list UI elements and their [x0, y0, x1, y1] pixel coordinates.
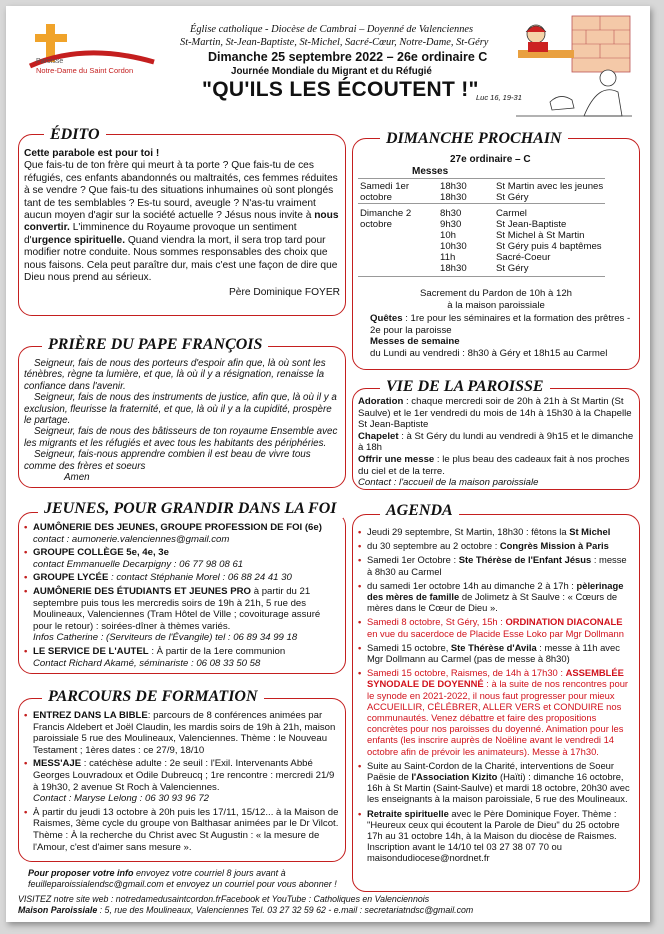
vie-title: VIE DE LA PAROISSE	[380, 378, 550, 396]
dimanche-subtitle: 27e ordinaire – C	[450, 154, 531, 165]
chapelet-item	[358, 431, 634, 454]
formation-item-head: MESS'AJE	[33, 758, 82, 770]
footer-site[interactable]: VISITEZ notre site web : notredamedusaintcordon.frFacebook et YouTube : Catholiques en Valenciennois	[18, 894, 430, 904]
formation-item	[24, 807, 340, 853]
parish-logo	[24, 22, 164, 92]
edito-body-bold-1: nous convertir.	[24, 210, 339, 234]
edito-title: ÉDITO	[44, 126, 106, 144]
agenda-item-rest: en vue du sacerdoce de Placide Esse Loko par Mgr Dollmann	[367, 627, 624, 639]
jeunes-item	[24, 586, 340, 644]
mass-schedule	[358, 178, 634, 277]
offrir-label: Offrir une messe	[358, 453, 435, 465]
agenda-item	[358, 642, 634, 664]
agenda-item-rest: de Jolimetz à St Saulve : « Cœurs de mères dans le Cœur de Dieu ».	[367, 591, 618, 614]
mass-table	[358, 178, 605, 277]
agenda-item-text: Samedi 1er Octobre :	[367, 554, 459, 566]
jeunes-item-contact: contact : aumonerie.valenciennes@gmail.com	[33, 533, 230, 545]
jeunes-item-head: LE SERVICE DE L'AUTEL	[33, 645, 149, 657]
agenda-item-rest: : messe à 11h avec Mgr Dollmann au Carmel (pas de messe à 8h30)	[367, 641, 620, 665]
agenda-item	[358, 540, 634, 551]
edito-lead: Cette parabole est pour toi !	[24, 148, 160, 159]
mass-times: 18h30 18h30	[440, 181, 467, 203]
chapelet-text: : à St Géry du lundi au vendredi à 9h15 et le dimanche à 18h	[358, 430, 634, 454]
formation-item-contact: Contact : Maryse Lelong : 06 30 93 96 72	[33, 793, 209, 805]
parish-name: Notre-Dame du Saint Cordon	[36, 66, 134, 75]
mass-places: Carmel St Jean-Baptiste St Michel à St Martin St Géry puis 4 baptêmes Sacré-Coeur St Géry	[496, 208, 602, 274]
formation-item-head: ENTREZ DANS LA BIBLE	[33, 710, 148, 721]
semaine-label: Messes de semaine	[370, 336, 460, 348]
agenda-item-bold: Ste Thérèse d'Avila	[450, 641, 537, 653]
chapelet-label: Chapelet	[358, 430, 399, 442]
footer-info-text: envoyez votre courriel 8 jours avant à feuilleparoissialendsc@gmail.com et envoyez un courriel pour vous abonner !	[28, 868, 337, 889]
jeunes-item	[24, 646, 340, 669]
agenda-item-text: du 30 septembre au 2 octobre :	[367, 540, 500, 552]
priere-p2: Seigneur, fais de nous des instruments de justice, afin que, là où il y a exclusion, fleurisse la fraternité, et que, là où il y a la cupidité, prospère le partage.	[24, 392, 337, 427]
agenda-list	[358, 526, 634, 867]
semaine-text: du Lundi au vendredi : 8h30 à Géry et 18h15 au Carmel	[370, 347, 608, 359]
priere-text	[24, 358, 340, 483]
formation-item-text: À partir du jeudi 13 octobre à 20h puis les 17/11, 15/12... à la Maison de Raismes, 3ème cycle du groupe von Balthasar animées par le Dr Vilcot. Thème : À la recherche du Christ avec St Augustin : « la mesure de l'Amour, c'est d'aimer sans mesure ».	[33, 806, 339, 853]
footer-info	[28, 868, 344, 890]
journee-line: Journée Mondiale du Migrant et du Réfugié	[231, 66, 432, 77]
agenda-item-rest: : messe à 8h30 au Carmel	[367, 554, 627, 577]
footer-maison	[18, 905, 638, 917]
jeunes-item-text: : contact Stéphanie Morel : 06 88 24 41 30	[108, 572, 292, 584]
mass-day: Dimanche 2 octobre	[360, 208, 412, 230]
formation-item-text: : parcours de 8 conférences animées par Francis Aldebert et Joël Claudin, les mardis soirs de 19h à 21h, maison paroissiale 5 rue des Moulineaux, Valenciennes. Thème : le Nouveau Testament ; 1ères dates : ce 27/9, 18/10	[33, 710, 336, 756]
agenda-item	[358, 554, 634, 576]
adoration-text: : chaque mercredi soir de 20h à 21h à St Martin (St Saulve) et le 1er vendredi du mois de 14h à 15h30 à la Chapelle St Jean-Baptiste	[358, 396, 632, 431]
parish-small-label: Paroisse	[36, 58, 64, 65]
agenda-item-bold: pèlerinage des mères de famille	[367, 579, 624, 603]
offrir-text: : le plus beau des cadeaux fait à nos proches du ciel et de la terre.	[358, 453, 630, 477]
agenda-item-bold: ORDINATION DIACONALE	[505, 616, 623, 628]
agenda-item	[358, 580, 634, 614]
jeunes-item	[24, 572, 340, 584]
agenda-item	[358, 808, 634, 864]
quetes-block	[370, 313, 632, 359]
church-line: Église catholique - Diocèse de Cambrai – Doyenné de Valenciennes	[190, 24, 474, 35]
edito-body-1: Que fais-tu de ton frère qui meurt à ta porte ? Que fais-tu de ces réfugiés, ces enfants abandonnés ou maltraités, ces femmes réduites à se vendre ? Que fais-tu des situations inhumaines où sont plongés tant de tes semblables ? Es-tu sourd, aveugle ? N'as-tu vraiment aucun moyen d'agir sur la société actuelle ? Jésus nous invite à	[24, 160, 338, 222]
formation-item	[24, 710, 340, 756]
jeunes-item-text: : À partir de la 1ere communion	[148, 645, 286, 657]
adoration-label: Adoration	[358, 396, 404, 407]
agenda-title: AGENDA	[380, 502, 459, 520]
agenda-item-rest: (Haïti) : dimanche 16 octobre, 16h à St Martin (Saint-Saulve) et mardi 18 octobre, 20h30 avec les enseignants à la maison paroissiale, 5 rue des Moulineaux.	[367, 771, 630, 805]
agenda-item-rest: : à la suite de nos rencontres pour le synode en 2021-2022, il nous faut progresser pour mieux ACCUEILLIR, CÉLÉBRER, ALLER VERS et CONDUIRE nos communautés. Venez débattre et faire des propositions concrètes pour nos paroisses du doyenné. Animation pour les enfants (les inscrire auprès de Noëline avant le vendredi 14 octobre afin de prévoir les animateurs). Messe à 17h30.	[367, 678, 629, 757]
edito-body-2: L'imminence du Royaume provoque un sentiment d'	[24, 222, 297, 246]
agenda-item-bold: ASSEMBLÉE SYNODALE DE DOYENNÉ	[367, 667, 624, 690]
agenda-item-bold: Retraite spirituelle	[367, 807, 449, 819]
mass-row-samedi	[358, 179, 605, 204]
jeunes-item-contact: Infos Catherine : (Serviteurs de l'Évangile) tel : 06 89 34 99 18	[33, 632, 298, 644]
jeunes-item	[24, 522, 340, 545]
edito-signature: Père Dominique FOYER	[229, 287, 340, 299]
date-line: Dimanche 25 septembre 2022 – 26e ordinaire C	[208, 50, 488, 64]
jeunes-item	[24, 547, 340, 570]
agenda-item-bold: Ste Thérèse de l'Enfant Jésus	[458, 554, 592, 566]
quetes-text: : 1re pour les séminaires et la formation des prêtres - 2e pour la paroisse	[370, 313, 631, 336]
main-title: "QU'ILS LES ÉCOUTENT !"	[202, 78, 479, 101]
adoration-item	[358, 396, 634, 431]
formation-list	[24, 710, 340, 855]
jeunes-item-head: GROUPE COLLÈGE 5e, 4e, 3e	[33, 547, 169, 559]
agenda-item-bold: Congrès Mission à Paris	[499, 540, 609, 552]
agenda-item	[358, 667, 634, 757]
sacrement-lieu: à la maison paroissiale	[447, 299, 545, 311]
agenda-item-text: Samedi 8 octobre, St Géry, 15h :	[367, 616, 506, 628]
agenda-item	[358, 526, 634, 537]
bulletin-page	[6, 6, 650, 922]
jeunes-item-head: GROUPE LYCÉE	[33, 572, 109, 584]
footer-info-label: Pour proposer votre info	[28, 868, 134, 878]
agenda-item	[358, 616, 634, 638]
agenda-item-text: Samedi 15 octobre,	[367, 641, 451, 653]
messes-label: Messes	[412, 166, 449, 177]
vie-text	[358, 396, 634, 489]
formation-item-text: : catéchèse adulte : 2e seuil : l'Exil. Intervenants Abbé Georges Louvradoux et Odile Dubreucq ; 1re rencontre : mercredi 21/9 à 19h30, 2 avenue St Roch à Valenciennes.	[33, 758, 335, 793]
dimanche-title: DIMANCHE PROCHAIN	[380, 130, 568, 148]
agenda-item-text: Samedi 15 octobre, Raismes, de 14h à 17h30 :	[367, 667, 566, 679]
mass-row-dimanche	[358, 204, 605, 277]
mass-times: 8h30 9h30 10h 10h30 11h 18h30	[440, 208, 467, 274]
jeunes-item-head: AUMÔNERIE DES JEUNES, GROUPE PROFESSION DE FOI (6e)	[33, 522, 322, 533]
quetes-label: Quêtes	[370, 313, 403, 324]
offrir-item	[358, 454, 634, 477]
mass-day: Samedi 1er octobre	[360, 181, 410, 203]
priere-p3: Seigneur, fais de nous des bâtisseurs de ton royaume Ensemble avec les migrants et les réfugiés et avec tous les habitants des périphéries.	[24, 426, 338, 449]
footer-maison-text: : 5, rue des Moulineaux, Valenciennes Tel. 03 27 32 59 62 - e.mail : secretariatndsc@gmail.com	[97, 905, 474, 915]
scripture-reference: Luc 16, 19-31	[476, 93, 522, 102]
vie-contact: Contact : l'accueil de la maison paroissiale	[358, 477, 539, 489]
edito-body-3: Quand viendra la mort, il sera trop tard pour modifier notre conduite. Nous sommes responsables des choix que nous faisons. Cela peut paraître dur, mais c'est une façon de dire que Dieu nous prend au sérieux.	[24, 234, 338, 284]
formation-item	[24, 758, 340, 804]
sacrement-line: Sacrement du Pardon de 10h à 12h	[419, 288, 572, 299]
jeunes-item-contact: contact Emmanuelle Decarpigny : 06 77 98 08 61	[33, 558, 244, 570]
priere-p4: Seigneur, fais-nous apprendre combien il est beau de vivre tous comme des frères et soeurs	[24, 449, 311, 472]
edito-body-bold-2: urgence spirituelle.	[31, 234, 126, 246]
agenda-item	[358, 760, 634, 805]
jeunes-list	[24, 522, 340, 671]
jeunes-title: JEUNES, POUR GRANDIR DANS LA FOI	[38, 500, 343, 518]
jeunes-item-head: AUMÔNERIE DES ÉTUDIANTS ET JEUNES PRO	[33, 585, 252, 597]
footer-maison-label: Maison Paroissiale	[18, 905, 98, 915]
edito-text	[24, 148, 342, 300]
agenda-item-bold: St Michel	[569, 526, 611, 537]
priere-p1: Seigneur, fais de nous des porteurs d'espoir afin que, là où sont les ténèbres, règne ta lumière, et que, là où il y a résignation, renaisse la confiance dans l'avenir.	[24, 358, 326, 392]
agenda-item-text: Suite au Saint-Cordon de la Charité, interventions de Soeur Paësie de	[367, 759, 615, 783]
churches-line: St-Martin, St-Jean-Baptiste, St-Michel, Sacré-Cœur, Notre-Dame, St-Géry	[180, 37, 489, 48]
priere-amen: Amen	[64, 472, 90, 484]
lazarus-illustration	[514, 12, 634, 120]
agenda-item-bold: l'Association Kizito	[411, 771, 498, 783]
agenda-item-rest: avec le Père Dominique Foyer. Thème : "Heureux ceux qui écoutent la Parole de Dieu" du 25 octobre 17h au 31 octobre 14h, à la Maison du diocèse de Raismes. Inscription avant le 14/10 tel 03 27 38 07 70 ou maisondudiocese@nordnet.fr	[367, 807, 620, 864]
mass-places: St Martin avec les jeunes St Géry	[496, 181, 604, 203]
sacrement-block	[358, 288, 634, 311]
agenda-item-text: Jeudi 29 septembre, St Martin, 18h30 : fêtons la	[367, 526, 570, 537]
jeunes-item-contact: Contact Richard Akamé, séminariste : 06 08 33 50 58	[33, 657, 261, 669]
agenda-item-text: du samedi 1er octobre 14h au dimanche 2 à 17h :	[367, 579, 577, 591]
priere-title: PRIÈRE DU PAPE FRANÇOIS	[42, 336, 268, 354]
formation-title: PARCOURS DE FORMATION	[42, 688, 264, 706]
jeunes-item-text: à partir du 21 septembre puis tous les mercredis soirs de 19h à 21h, 5 rue des Moulineaux, Valenciennes (Tram Hôtel de Ville ; covoiturage assuré pour le retour) : soirées-dîner à thèmes variés.	[33, 585, 321, 632]
